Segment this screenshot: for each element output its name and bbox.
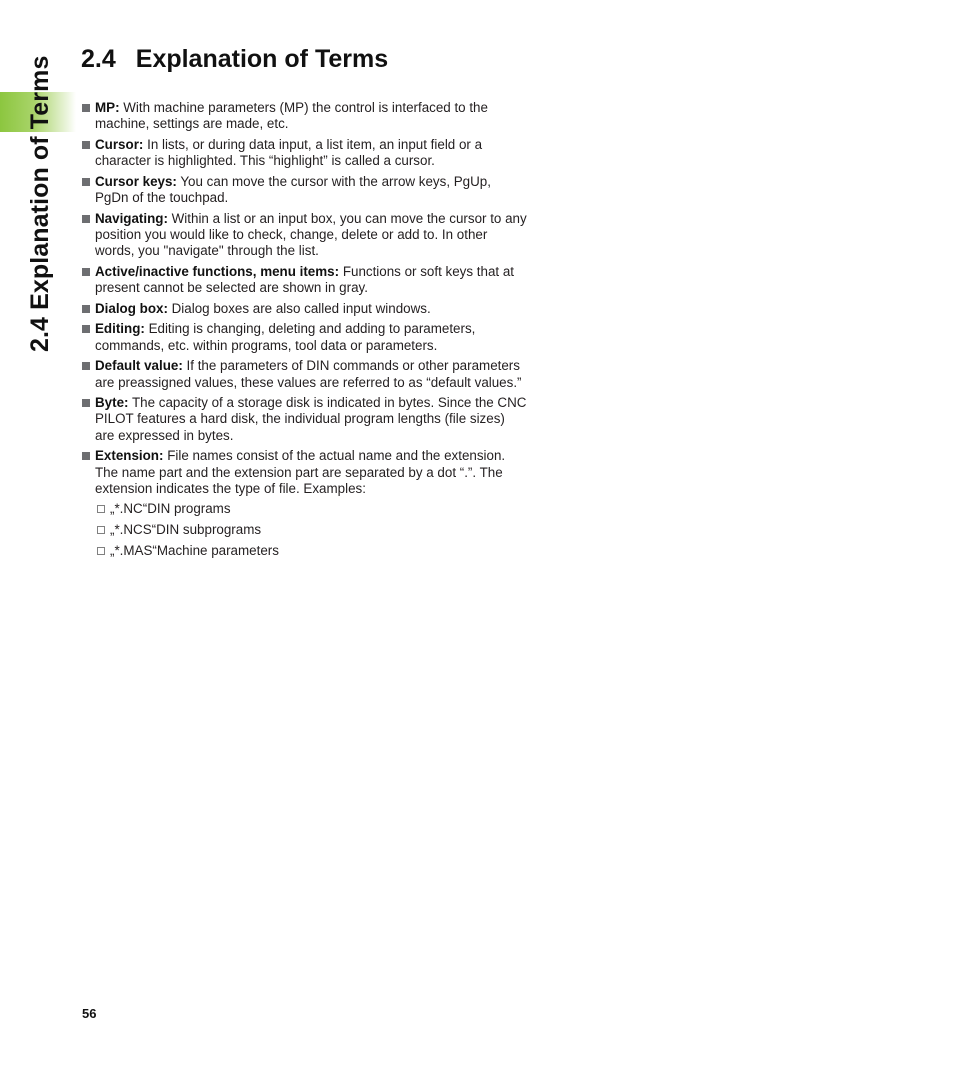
term-item-navigating xyxy=(82,211,527,260)
example-text: „*.NC“DIN programs xyxy=(110,501,231,517)
page-number: 56 xyxy=(82,1006,97,1021)
term-item-editing xyxy=(82,321,527,353)
square-bullet-icon xyxy=(82,452,90,460)
term-definition: Within a list or an input box, you can move the cursor to any position you would like to check, change, delete or add to. In other words, you "navigate" through the list. xyxy=(95,210,527,259)
term-definition: Editing is changing, deleting and adding to parameters, commands, etc. within programs, tool data or parameters. xyxy=(95,321,476,353)
terms-list xyxy=(82,100,527,564)
example-text: „*.MAS“Machine parameters xyxy=(110,543,279,559)
term-name: Byte: xyxy=(95,395,129,411)
term-item-cursor-keys xyxy=(82,174,527,206)
term-definition: In lists, or during data input, a list item, an input field or a character is highlighted. This “highlight” is called a cursor. xyxy=(95,136,483,169)
term-definition: The capacity of a storage disk is indicated in bytes. Since the CNC PILOT features a hard disk, the individual program lengths (file sizes) are expressed in bytes. xyxy=(95,395,527,443)
term-name: Cursor: xyxy=(95,136,144,152)
example-item xyxy=(82,543,527,559)
term-item-active-inactive xyxy=(82,264,527,296)
square-bullet-icon xyxy=(82,178,90,186)
term-name: Navigating: xyxy=(95,210,168,226)
term-item-default-value xyxy=(82,358,527,390)
term-definition: File names consist of the actual name and the extension. The name part and the extension part are separated by a dot “.”. The extension indicates the type of file. Examples: xyxy=(95,448,506,496)
term-name: Active/inactive functions, menu items: xyxy=(95,263,340,279)
section-title: Explanation of Terms xyxy=(135,45,389,73)
term-item-byte xyxy=(82,395,527,444)
term-name: Dialog box: xyxy=(95,300,168,316)
term-name: Cursor keys: xyxy=(95,173,177,189)
square-bullet-icon xyxy=(82,104,90,112)
term-definition: You can move the cursor with the arrow keys, PgUp, PgDn of the touchpad. xyxy=(95,173,491,206)
term-name: Extension: xyxy=(95,448,164,464)
term-item-mp xyxy=(82,100,527,132)
page-title xyxy=(81,45,388,74)
square-bullet-icon xyxy=(82,305,90,313)
side-chapter-title: 2.4 Explanation of Terms xyxy=(26,55,54,352)
term-item-cursor xyxy=(82,137,527,169)
hollow-square-bullet-icon xyxy=(97,505,105,513)
square-bullet-icon xyxy=(82,399,90,407)
square-bullet-icon xyxy=(82,362,90,370)
hollow-square-bullet-icon xyxy=(97,526,105,534)
example-text: „*.NCS“DIN subprograms xyxy=(110,522,262,538)
square-bullet-icon xyxy=(82,141,90,149)
term-name: MP: xyxy=(95,100,120,115)
square-bullet-icon xyxy=(82,325,90,333)
section-number: 2.4 xyxy=(81,45,116,73)
hollow-square-bullet-icon xyxy=(97,547,105,555)
term-definition: Functions or soft keys that at present cannot be selected are shown in gray. xyxy=(95,263,514,296)
term-name: Default value: xyxy=(95,358,183,374)
example-item xyxy=(82,501,527,517)
example-item xyxy=(82,522,527,538)
term-item-extension xyxy=(82,448,527,497)
term-definition: If the parameters of DIN commands or other parameters are preassigned values, these values are referred to as “default values.” xyxy=(95,358,522,390)
term-item-dialog-box xyxy=(82,301,527,317)
square-bullet-icon xyxy=(82,215,90,223)
square-bullet-icon xyxy=(82,268,90,276)
term-definition: With machine parameters (MP) the control is interfaced to the machine, settings are made, etc. xyxy=(95,100,488,132)
term-definition: Dialog boxes are also called input windows. xyxy=(171,300,431,316)
term-name: Editing: xyxy=(95,321,145,337)
